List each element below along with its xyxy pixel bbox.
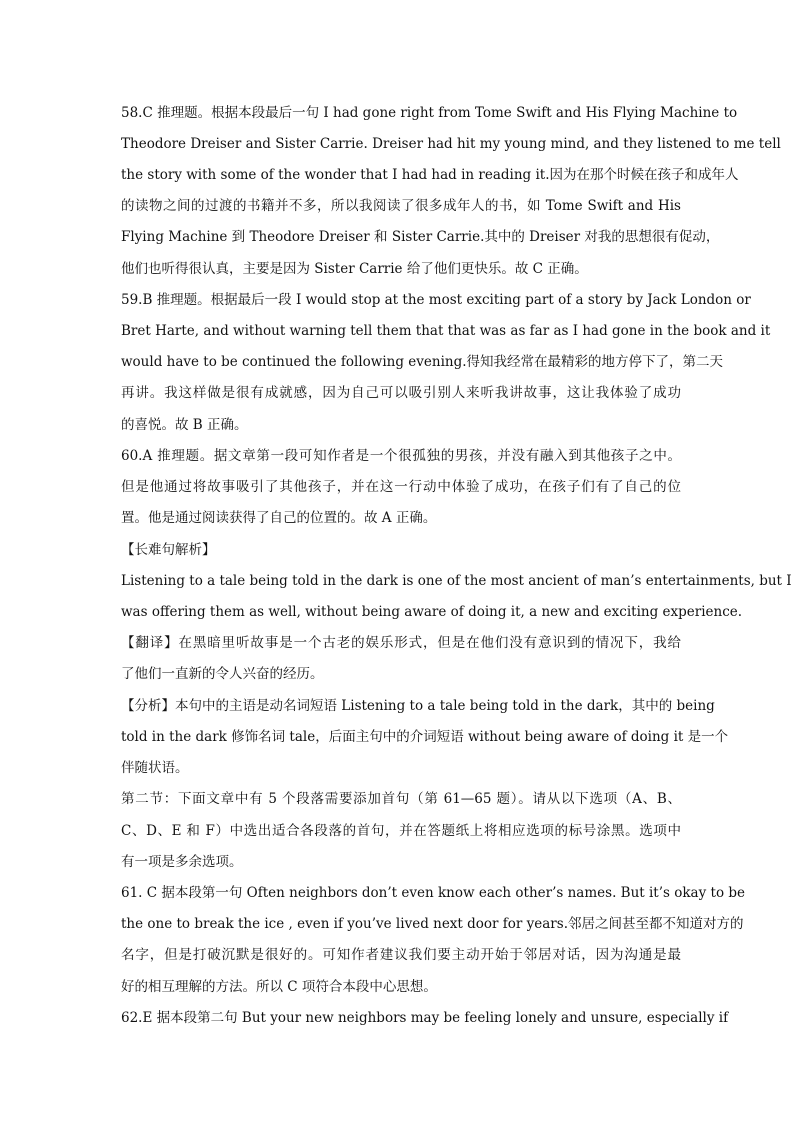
text-line: 但是他通过将故事吸引了其他孩子，并在这一行动中体验了成功，在孩子们有了自己的位 bbox=[121, 479, 681, 495]
text-line: Flying Machine 到 Theodore Dreiser 和 Sister Carrie.其中的 Dreiser 对我的思想很有促动， bbox=[121, 229, 720, 245]
text-line: 他们也听得很认真，主要是因为 Sister Carrie 给了他们更快乐。故 C 正确。 bbox=[121, 261, 588, 277]
text-line: 的读物之间的过渡的书籍并不多，所以我阅读了很多成年人的书，如 Tome Swift and His bbox=[121, 198, 681, 214]
text-line: Bret Harte, and without warning tell them that that was as far as I had gone in the book and it bbox=[121, 323, 771, 339]
text-line: 的喜悦。故 B 正确。 bbox=[121, 417, 248, 433]
text-line: 伴随状语。 bbox=[121, 760, 189, 776]
text-line: 【翻译】在黑暗里听故事是一个古老的娱乐形式，但是在他们没有意识到的情况下，我给 bbox=[121, 635, 681, 651]
text-line: 61. C 据本段第一句 Often neighbors don’t even know each other’s names. But it’s okay to be bbox=[121, 885, 745, 901]
text-line: the story with some of the wonder that I had had in reading it.因为在那个时候在孩子和成年人 bbox=[121, 167, 739, 183]
text-line: 62.E 据本段第二句 But your new neighbors may be feeling lonely and unsure, especially if bbox=[121, 1010, 729, 1026]
text-line: 有一项是多余选项。 bbox=[121, 854, 243, 870]
text-line: Theodore Dreiser and Sister Carrie. Dreiser had hit my young mind, and they listened to me tell bbox=[121, 136, 781, 152]
text-line: told in the dark 修饰名词 tale，后面主句中的介词短语 without being aware of doing it 是一个 bbox=[121, 729, 729, 745]
text-line: 名字，但是打破沉默是很好的。可知作者建议我们要主动开始于邻居对话，因为沟通是最 bbox=[121, 947, 681, 963]
text-line: 58.C 推理题。根据本段最后一句 I had gone right from Tome Swift and His Flying Machine to bbox=[121, 105, 738, 121]
text-line: 好的相互理解的方法。所以 C 项符合本段中心思想。 bbox=[121, 979, 437, 995]
text-line: 第二节：下面文章中有 5 个段落需要添加首句（第 61—65 题）。请从以下选项（A、B、 bbox=[121, 791, 681, 807]
text-line: 置。他是通过阅读获得了自己的位置的。故 A 正确。 bbox=[121, 510, 437, 526]
text-line: Listening to a tale being told in the dark is one of the most ancient of man’s entertainments, but I bbox=[121, 573, 792, 589]
text-line: would have to be continued the following evening.得知我经常在最精彩的地方停下了，第二天 bbox=[121, 354, 724, 370]
text-line: was offering them as well, without being aware of doing it, a new and exciting experience. bbox=[121, 604, 743, 620]
text-line: 【分析】本句中的主语是动名词短语 Listening to a tale being told in the dark，其中的 being bbox=[121, 698, 715, 714]
text-line: 再讲。我这样做是很有成就感，因为自己可以吸引别人来听我讲故事，这让我体验了成功 bbox=[121, 385, 681, 401]
text-line: the one to break the ice , even if you’ve lived next door for years.邻居之间甚至都不知道对方的 bbox=[121, 916, 744, 932]
text-line: 了他们一直新的令人兴奋的经历。 bbox=[121, 666, 324, 682]
section-heading: 【长难句解析】 bbox=[121, 542, 216, 558]
text-line: C、D、E 和 F）中选出适合各段落的首句，并在答题纸上将相应选项的标号涂黑。选项中 bbox=[121, 823, 681, 839]
text-line: 59.B 推理题。根据最后一段 I would stop at the most exciting part of a story by Jack London or bbox=[121, 292, 751, 308]
text-line: 60.A 推理题。据文章第一段可知作者是一个很孤独的男孩，并没有融入到其他孩子之中。 bbox=[121, 448, 681, 464]
